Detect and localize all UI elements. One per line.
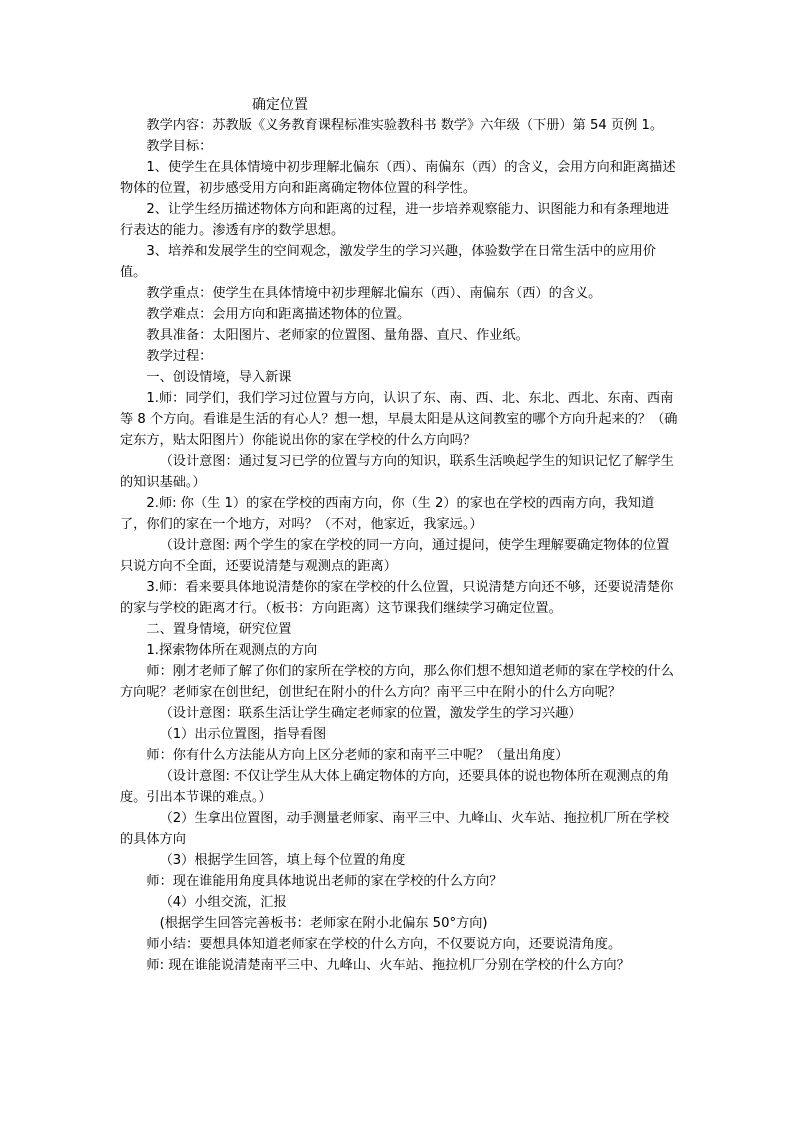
paragraph-goals-heading: 教学目标： xyxy=(146,139,213,154)
paragraph-teacher-final-question: 师: 现在谁能说清楚南平三中、九峰山、火车站、拖拉机厂分别在学校的什么方向？ xyxy=(146,958,630,973)
paragraph-step-2: 2.师: 你（生 1）的家在学校的西南方向，你（生 2）的家也在学校的西南方向，我知道了，你们的家在一个地方，对吗？（不对，他家近，我家远。） xyxy=(120,496,655,532)
document-body xyxy=(120,115,680,976)
paragraph-goal-1: 1、使学生在具体情境中初步理解北偏东（西）、南偏东（西）的含义，会用方向和距离描述物体的位置，初步感受用方向和距离确定物体位置的科学性。 xyxy=(120,160,676,196)
paragraph-content: 教学内容：苏教版《义务教育课程标准实验教科书 数学》六年级（下册）第 54 页例 1。 xyxy=(146,118,664,133)
paragraph-design-intent-2: （设计意图: 两个学生的家在学校的同一方向，通过提问，使学生理解要确定物体的位置只说方向不全面，还要说清楚与观测点的距离） xyxy=(120,538,670,574)
paragraph-substep-3: （3）根据学生回答，填上每个位置的角度 xyxy=(159,853,406,868)
paragraph-process-heading: 教学过程： xyxy=(146,349,213,364)
section-heading-2: 二、置身情境，研究位置 xyxy=(146,622,292,637)
paragraph-goal-3: 3、培养和发展学生的空间观念，激发学生的学习兴趣，体验数学在日常生活中的应用价值。 xyxy=(120,244,656,280)
paragraph-substep-2: （2）生拿出位置图，动手测量老师家、南平三中、九峰山、火车站、拖拉机厂所在学校的具体方向 xyxy=(120,811,670,847)
paragraph-teacher-method: 师：你有什么方法能从方向上区分老师的家和南平三中呢？（量出角度） xyxy=(146,748,569,763)
paragraph-design-intent-4: （设计意图: 不仅让学生从大体上确定物体的方向，还要具体的说也物体所在观测点的角度。引出本节课的难点。） xyxy=(120,769,670,805)
paragraph-design-intent-1: （设计意图：通过复习已学的位置与方向的知识，联系生活唤起学生的知识记忆了解学生的知识基础。） xyxy=(120,454,674,490)
paragraph-materials: 教具准备：太阳图片、老师家的位置图、量角器、直尺、作业纸。 xyxy=(146,328,529,343)
section-heading-1: 一、创设情境，导入新课 xyxy=(146,370,292,385)
paragraph-step-1: 1.师：同学们，我们学习过位置与方向，认识了东、南、西、北、东北、西北、东南、西南等 8 个方向。看谁是生活的有心人？想一想，早晨太阳是从这间教室的哪个方向升起来的？（确定东方，贴太阳图片）你能说出你的家在学校的什么方向吗？ xyxy=(120,391,678,448)
paragraph-teacher-summary: 师小结：要想具体知道老师家在学校的什么方向，不仅要说方向，还要说清角度。 xyxy=(146,937,622,952)
document-title: 确定位置 xyxy=(252,97,308,113)
paragraph-key-point: 教学重点：使学生在具体情境中初步理解北偏东（西）、南偏东（西）的含义。 xyxy=(146,286,602,301)
paragraph-substep-4: （4）小组交流，汇报 xyxy=(159,895,287,910)
paragraph-step-3: 3.师：看来要具体地说清楚你的家在学校的什么位置，只说清楚方向还不够，还要说清楚你的家与学校的距离才行。（板书：方向距离）这节课我们继续学习确定位置。 xyxy=(120,580,674,616)
paragraph-goal-2: 2、让学生经历描述物体方向和距离的过程，进一步培养观察能力、识图能力和有条理地进行表达的能力。渗透有序的数学思想。 xyxy=(120,202,670,238)
paragraph-board-note: (根据学生回答完善板书：老师家在附小北偏东 50°方向) xyxy=(159,916,488,931)
paragraph-teacher-question: 师：刚才老师了解了你们的家所在学校的方向，那么你们想不想知道老师的家在学校的什么方向呢？老师家在创世纪，创世纪在附小的什么方向？南平三中在附小的什么方向呢？ xyxy=(120,664,674,700)
paragraph-difficulty: 教学难点：会用方向和距离描述物体的位置。 xyxy=(146,307,411,322)
paragraph-teacher-angle: 师：现在谁能用角度具体地说出老师的家在学校的什么方向？ xyxy=(146,874,503,889)
paragraph-design-intent-3: （设计意图：联系生活让学生确定老师家的位置，激发学生的学习兴趣） xyxy=(159,706,582,721)
subsection-heading-1: 1.探索物体所在观测点的方向 xyxy=(146,643,318,658)
paragraph-substep-1: （1）出示位置图，指导看图 xyxy=(159,727,327,742)
